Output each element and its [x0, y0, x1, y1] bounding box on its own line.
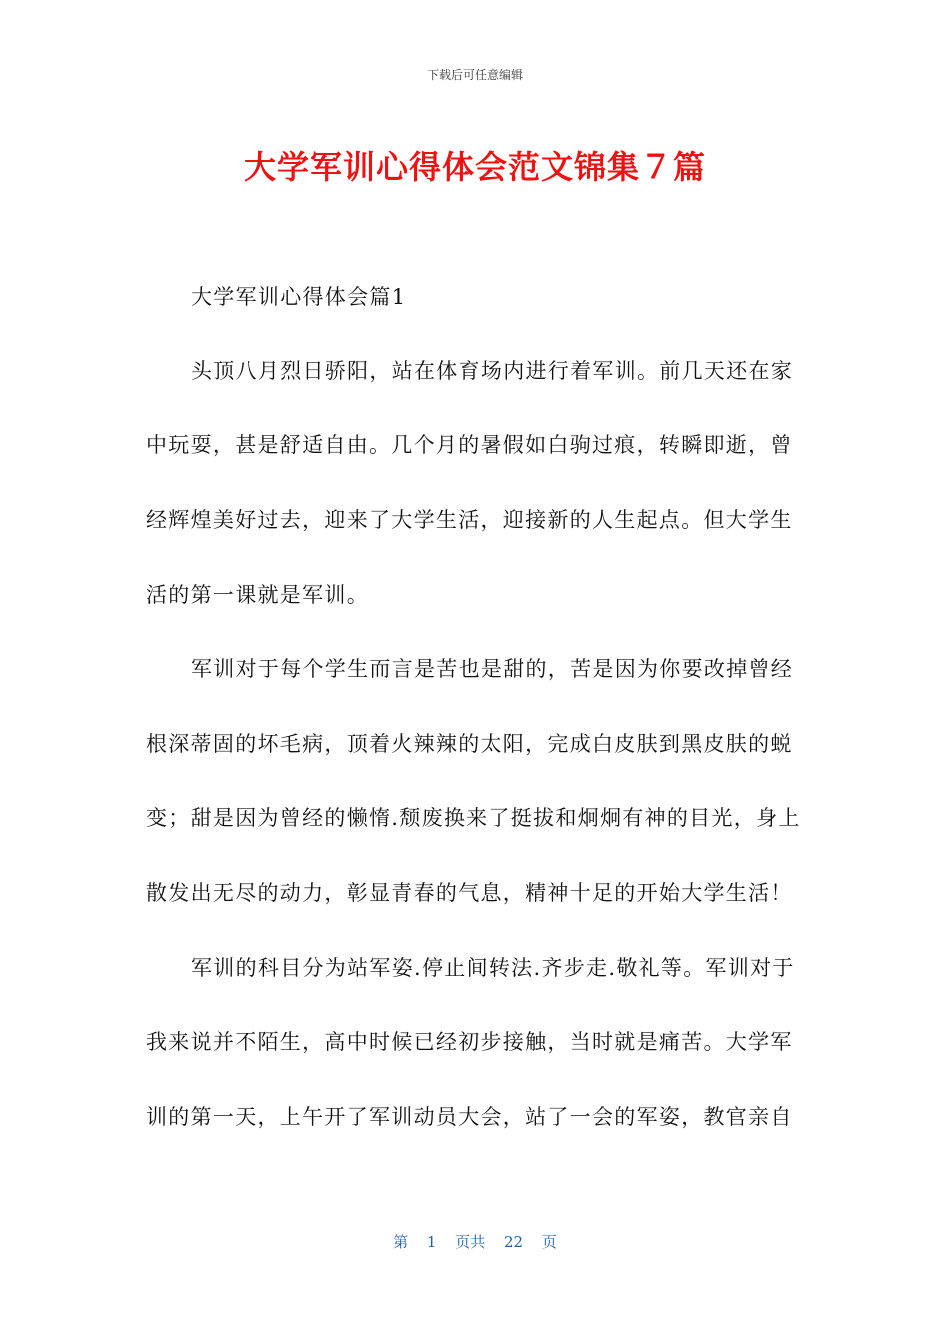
text-line: 经辉煌美好过去，迎来了大学生活，迎接新的人生起点。但大学生: [146, 508, 793, 532]
text-line: 头顶八月烈日骄阳，站在体育场内进行着军训。前几天还在家: [191, 359, 794, 383]
page-footer: [0, 1231, 950, 1252]
page-title: 大学军训心得体会范文锦集７篇: [243, 148, 706, 186]
text-line: 训的第一天，上午开了军训动员大会，站了一会的军姿，教官亲自: [146, 1105, 793, 1129]
text-line: 军训对于每个学生而言是苦也是甜的，苦是因为你要改掉曾经: [191, 657, 794, 681]
text-line: 军训的科目分为站军姿.停止间转法.齐步走.敬礼等。军训对于: [191, 956, 795, 980]
text-line: 根深蒂固的坏毛病，顶着火辣辣的太阳，完成白皮肤到黑皮肤的蜕: [146, 732, 793, 756]
text-line: 我来说并不陌生，高中时候已经初步接触，当时就是痛苦。大学军: [146, 1030, 793, 1054]
text-line: 活的第一课就是军训。: [146, 583, 369, 607]
footer-prefix: 第: [393, 1233, 409, 1251]
footer-total-pages: 22: [504, 1233, 524, 1251]
text-line: 散发出无尽的动力，彰显青春的气息，精神十足的开始大学生活！: [146, 881, 793, 905]
header-note: 下载后可任意编辑: [426, 68, 523, 82]
footer-page-number: 1: [426, 1233, 437, 1251]
footer-suffix: 页: [541, 1233, 557, 1251]
footer-middle: 页共: [455, 1233, 486, 1251]
section-heading: 大学军训心得体会篇1: [191, 285, 407, 309]
text-line: 中玩耍，甚是舒适自由。几个月的暑假如白驹过痕，转瞬即逝，曾: [146, 433, 793, 457]
text-line: 变；甜是因为曾经的懒惰.颓废换来了挺拔和炯炯有神的目光，身上: [146, 806, 801, 830]
